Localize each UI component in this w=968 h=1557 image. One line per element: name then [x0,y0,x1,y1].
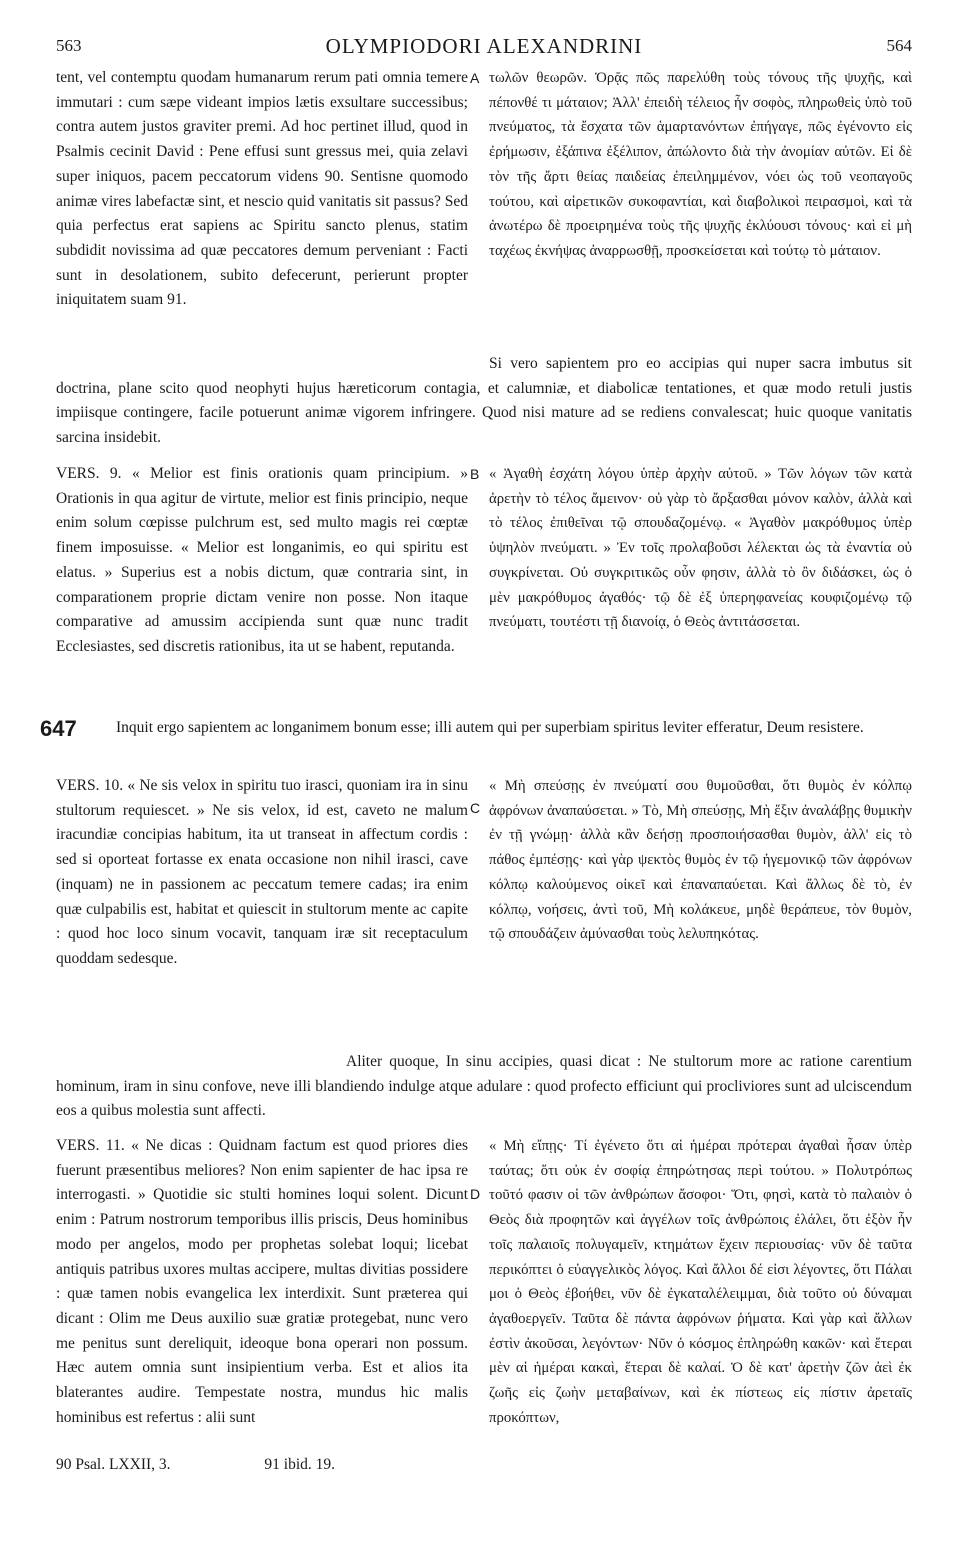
section-marker-a: A [470,70,480,86]
section-marker-d: D [470,1186,481,1202]
footnote-90: 90 Psal. LXXII, 3. [56,1456,171,1473]
left-page-number: 563 [56,36,82,55]
greek-column-d [489,1134,912,1438]
latin-column-top [56,66,468,372]
column-number: 647 [40,716,77,741]
section-marker-c: C [470,800,481,816]
footnote-91: 91 ibid. 19. [264,1456,336,1473]
section-marker-b: B [470,466,480,482]
latin-text-c: VERS. 10. « Ne sis velox in spiritu tuo irasci, quoniam ira in sinu stultorum requiescet. » Ne sis velox, id est, caveto ne malum iracundiæ concipias habitum, ita ut transeat in affectum cordis : sed si oporteat fortasse ex enata occasione non nihil irasci, cave (inquam) ne in passionem ac peccatum temere cadas; ira enim quæ culpabilis est, habitat et quiescit in stultorum mente ac capite : quod hoc loco sinum vocavit, tanquam iræ sit receptaculum quoddam sedesque. [56,777,468,967]
running-title: OLYMPIODORI ALEXANDRINI [325,34,643,58]
full-width-paragraph-2 [56,716,912,768]
running-header [56,30,912,64]
greek-column-mid [489,462,912,712]
greek-text-d: « Μὴ εἴπῃς· Τί ἐγένετο ὅτι αἱ ἡμέραι πρότεραι ἀγαθαὶ ἦσαν ὑπὲρ ταύτας; ὅτι οὐκ ἐν σοφίᾳ ἐπηρώτησας περὶ τούτου. » Πολυτρόπως τοῦτό φασιν οἱ τῶν ἀνθρώπων ἄσοφοι· Ὅτι, φησὶ, κατὰ τὸ παλαιὸν ὁ Θεὸς διὰ προφητῶν καὶ ἀγγέλων τοῖς ἀνθρώποις ἐλάλει, ὅτι ἐξὸν ἦν τοῖς παλαιοῖς πολυγαμεῖν, κτημάτων ἔχειν περιουσίας· νῦν δὲ ταῦτα περικόπτει ὁ εὐαγγελικὸς λόγος. Καὶ ἄλλοι δέ εἰσι λέγοντες, ὅτι Πάλαι μοι ὁ Θεὸς ἐβοήθει, νῦν δὲ ἐγκαταλέλειμμαι, διὰ τοῦτο οὐ δύναμαι ἀγαθοεργεῖν. Ταῦτα δὲ πάντα ἀφρόνων ῥήματα. Καὶ γὰρ καὶ ἄλλων ἐστὶν ἀκοῦσαι, λεγόντων· Νῦν ὁ κόσμος ἐπληρώθη κακῶν· καὶ ἕτεραι μὲν αἱ ἡμέραι κακαὶ, ἕτεραι δὲ καλαί. Ὁ δὲ κατ' ἀρετὴν ζῶν ἀεὶ ἐκ ζωῆς εἰς ζωὴν μεταβαίνων, καὶ ἐκ πίστεως εἰς πίστιν ἀρεταῖς προκόπτων, [489,1138,912,1426]
full-width-paragraph-1 [56,352,912,456]
full-text-3: Aliter quoque, In sinu accipies, quasi dicat : Ne stultorum more ac ratione carentium hominum, iram in sinu confove, neve illi blandiendo indulge atque adulare : quod profecto efficiunt qui procliviores sunt ad ulciscendum eos a quibus molestia sunt affecti. [56,1053,912,1120]
latin-text-top: tent, vel contemptu quodam humanarum rerum pati omnia temere immutari : cum sæpe videant impios lætis exsultare successibus; contra autem justos graviter premi. Ad hoc pertinet illud, quod in Psalmis cecinit David : Pene effusi sunt gressus mei, quia zelavi super iniquos, pacem peccatorum videns 90. Sentisne quomodo animæ vires labefactæ sint, et nescio quid vanitatis sit passus? Sed quia perfectus erat sapiens ac Spiritu sancto plenus, statim subdidit novissima ad quæ peccatores demum perveniant : Facti sunt in desolationem, subito defecerunt, perierunt propter iniquitatem suam 91. [56,69,468,309]
latin-column-c [56,774,468,1050]
full-text-2: Inquit ergo sapientem ac longanimem bonum esse; illi autem qui per superbiam spiritus leviter efferatur, Deum resistere. [116,719,864,736]
greek-column-c [489,774,912,1050]
full-width-paragraph-3 [56,1050,912,1130]
latin-column-mid [56,462,468,712]
latin-text-mid: VERS. 9. « Melior est finis orationis quam principium. » Orationis in qua agitur de virtute, melior est finis principio, neque enim solum cœpisse pulchrum est, sed multo magis rei cœptæ finem imposuisse. « Melior est longanimis, eo qui spiritu est elatus. » Superius est a nobis dictum, quæ contraria sint, in comparationem proprie dictam venire non posse. Non itaque comparative ad amussim accipienda sunt quæ nunc tradit Ecclesiastes, sed discretis rationibus, ita ut se habent, reputanda. [56,465,468,655]
footnotes [56,1456,425,1474]
greek-text-mid: « Ἀγαθὴ ἐσχάτη λόγου ὑπὲρ ἀρχὴν αὐτοῦ. » Τῶν λόγων τῶν κατὰ ἀρετὴν τὸ τέλος ἄμεινον· οὐ γὰρ τὸ ἄρξασθαι μόνον καλὸν, ἀλλὰ καὶ τὸ τέλος ἐπιθεῖναι τῷ σπουδαζομένῳ. « Ἀγαθὸν μακρόθυμος ὑπὲρ ὑψηλὸν πνεύματι. » Ἐν τοῖς προλαβοῦσι λέλεκται ὡς τὰ ἐναντία οὐ συγκρίνεται. Οὐ συγκριτικῶς οὖν φησιν, ἀλλὰ τὸ ὂν διδάσκει, ὡς ὁ μὲν μακρόθυμος ἀγαθός· τῷ δὲ ἐξ ὑπερηφανείας κουφιζομένῳ τῷ πνεύματι, τουτέστι τῇ διανοίᾳ, ὁ Θεὸς ἀντιτάσσεται. [489,466,912,631]
greek-column-top [489,66,912,348]
greek-text-c: « Μὴ σπεύσῃς ἐν πνεύματί σου θυμοῦσθαι, ὅτι θυμὸς ἐν κόλπῳ ἀφρόνων ἀναπαύσεται. » Τὸ, Μὴ σπεύσῃς, Μὴ ἕξιν ἀναλάβῃς θυμικὴν ἐν τῇ γνώμῃ· ἀλλὰ κἂν δεήσῃ προσποιήσασθαι θυμὸν, ἀλλ' εἰς τὸ πάθος ἐμπέσῃς· καὶ γὰρ ψεκτὸς θυμὸς ἐν τῷ ἡγεμονικῷ τῶν ἀφρόνων κόλπῳ καλούμενος οἰκεῖ καὶ ἐπαναπαύεται. Καὶ ἄλλως δὲ τὸ, ἐν κόλπῳ, νοήσεις, ἀντὶ τοῦ, Μὴ κολάκευε, μηδὲ θεράπευε, τὸν θυμὸν, τῷ σπουδάζειν ἀμύνασθαι τοὺς λελυπηκότας. [489,778,912,943]
full-text-1: Si vero sapientem pro eo accipias qui nuper sacra imbutus sit doctrina, plane scito quod neophyti hujus hæreticorum contagia, et calumniæ, et diabolicæ tentationes, et quæ modo retuli justis impiisque contingere, facile potuerunt animæ vigorem infringere. Quod nisi mature ad se rediens convalescat; huic quoque vanitatis sarcina insidebit. [56,355,912,447]
right-page-number: 564 [886,36,912,55]
latin-column-d [56,1134,468,1438]
latin-text-d: VERS. 11. « Ne dicas : Quidnam factum est quod priores dies fuerunt præsentibus meliores? Non enim sapienter de hac ipsa re interrogasti. » Quotidie sic stulti homines loqui solent. Dicunt enim : Patrum nostrorum temporibus illis priscis, Deus hominibus modo per angelos, modo per prophetas solebat loqui; licebat antiquis patribus uxores multas accipere, multas divitias possidere : quæ tamen nobis evangelica lex interdixit. Sunt præterea qui dicant : Olim me Deus auxilio suæ gratiæ protegebat, nunc vero me penitus sunt dereliquit, ideoque bona operari non possum. Hæc autem omnia sunt insipientium verba. Est et alios ita blaterantes audire. Tempestate nostra, mundus hic malis hominibus est refertus : alii sunt [56,1137,468,1426]
greek-text-top: τωλῶν θεωρῶν. Ὁρᾷς πῶς παρελύθη τοὺς τόνους τῆς ψυχῆς, καὶ πέπονθέ τι μάταιον; Ἀλλ' ἐπειδὴ τέλειος ἦν σοφὸς, πληρωθεὶς ὑπὸ τοῦ πνεύματος, τὰ ἔσχατα τῶν ἁμαρτανόντων ἐπήγαγε, πῶς ἐγένοντο εἰς ἐρήμωσιν, ἐξάπινα ἐξέλιπον, ἀπώλοντο διὰ τὴν ἀνομίαν αὐτῶν. Εἰ δὲ τὸν τῆς ἄρτι θείας παιδείας ἐπειλημμένον, νόει ὡς τοῦ νεοπαγοῦς τούτου, καὶ αἱρετικῶν συκοφαντίαι, καὶ διαβολικοὶ πειρασμοὶ, καὶ τὰ ἀνωτέρω δὲ προειρημένα τοὺς τῆς ψυχῆς ἐκλύουσι τόνους· καὶ εἰ μὴ ταχέως ἐκνήψας ἀναρρωσθῇ, προσκείσεται καὶ τούτῳ τὸ μάταιον. [489,70,912,259]
